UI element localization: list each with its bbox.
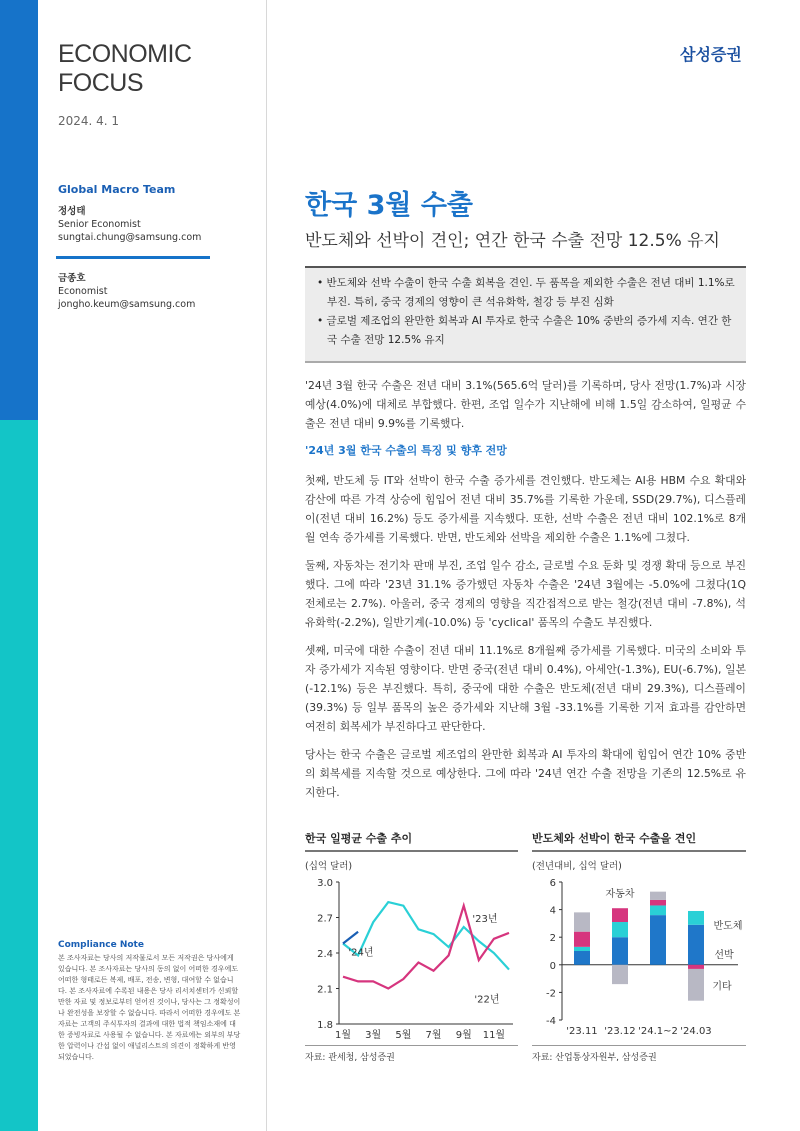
bar-segment [574, 932, 590, 947]
line-chart [305, 874, 518, 1044]
sidebar [0, 0, 267, 1131]
bar-segment [612, 937, 628, 965]
bar-segment [688, 925, 704, 965]
sidebar-accent-blue [0, 0, 38, 420]
bar-segment [612, 922, 628, 937]
y-tick-label: 2.4 [317, 949, 333, 960]
series-line [343, 902, 509, 969]
series-label: 반도체 [713, 920, 743, 932]
bar-segment [612, 965, 628, 984]
sidebar-accent-teal [0, 420, 38, 1131]
body-paragraph: 당사는 한국 수출은 글로벌 제조업의 완만한 회복과 AI 투자의 확대에 힘입어 연간 10% 중반의 회복세를 지속할 것으로 예상한다. 그에 따라 '24년 연간 수출 전망을 기존의 12.5%로 유지한다. [305, 748, 746, 799]
x-tick-label: '24.03 [680, 1026, 712, 1037]
summary-point: • 반도체와 선박 수출이 한국 수출 회복을 견인. 두 품목을 제외한 수출은 전년 대비 1.1%로 부진. 특히, 중국 경제의 영향이 큰 석유화학, 철강 등 부진 심화 [317, 277, 735, 308]
x-tick-label: 11월 [482, 1030, 506, 1041]
brand-line-2: FOCUS [58, 69, 143, 97]
body-paragraph: 셋째, 미국에 대한 수출이 전년 대비 11.1%로 8개월째 증가세를 기록했다. 미국의 소비와 투자 증가세가 지속된 영향이다. 반면 중국(전년 대비 0.4%), 아세안(-1.3%), EU(-6.7%), 일본(-12.1%) 등은 부진했다. 특히, 중국에 대한 수출은 반도체(전년 대비 29.3%), 디스플레이(39.3%) 등 일부 품목의 높은 증가세와 지난해 3월 -33.1%를 기록한 기저 효과를 감안하면 여전히 회복세가 부진하다고 판단한다. [305, 644, 746, 733]
y-tick-label: 3.0 [317, 878, 333, 889]
chart-title: 한국 일평균 수출 추이 [305, 830, 518, 852]
series-label: 자동차 [605, 889, 635, 901]
series-line [343, 932, 358, 944]
y-tick-label: 6 [549, 878, 556, 889]
chart-source: 자료: 산업통상자원부, 삼성증권 [532, 1053, 657, 1063]
chart-title: 반도체와 선박이 한국 수출을 견인 [532, 830, 746, 852]
author-1 [58, 205, 201, 244]
brand-line-1: ECONOMIC [58, 40, 192, 68]
stacked-bar-chart [532, 874, 746, 1044]
y-tick-label: 2.7 [317, 913, 333, 925]
x-tick-label: 1월 [334, 1030, 352, 1041]
chart-export-contribution [532, 830, 746, 1063]
x-tick-label: '23.11 [566, 1026, 598, 1037]
chart-source: 자료: 관세청, 삼성증권 [305, 1053, 395, 1063]
series-label: 기타 [712, 981, 732, 993]
y-tick-label: -4 [546, 1016, 556, 1027]
source-rule [532, 1045, 746, 1046]
y-tick-label: 2.1 [317, 984, 333, 996]
x-tick-label: 3월 [365, 1030, 382, 1041]
bar-segment [688, 969, 704, 1001]
series-label: '22년 [474, 994, 500, 1006]
report-body [305, 376, 746, 811]
bar-segment [650, 892, 666, 900]
sidebar-border [266, 0, 267, 1131]
chart-daily-exports [305, 830, 518, 1063]
bar-segment [650, 915, 666, 965]
x-tick-label: '24.1~2 [638, 1026, 678, 1037]
y-tick-label: -2 [546, 988, 556, 1000]
x-tick-label: 7월 [425, 1030, 442, 1041]
summary-box [305, 266, 746, 363]
bar-segment [574, 912, 590, 931]
bar-segment [574, 951, 590, 965]
chart-unit: (십억 달러) [305, 861, 353, 872]
bar-segment [688, 965, 704, 969]
team-name: Global Macro Team [58, 183, 176, 196]
compliance-note [58, 940, 242, 1063]
y-tick-label: 4 [549, 905, 556, 917]
author-name: 정성태 [58, 206, 86, 217]
report-subtitle: 반도체와 선박이 견인; 연간 한국 수출 전망 12.5% 유지 [305, 231, 720, 251]
author-title: Economist [58, 286, 108, 297]
section-title: '24년 3월 한국 수출의 특징 및 향후 전망 [305, 444, 507, 457]
author-email[interactable]: sungtai.chung@samsung.com [58, 232, 202, 243]
company-logo: 삼성증권 [680, 45, 742, 64]
author-name: 금종호 [58, 273, 86, 284]
intro-paragraph: '24년 3월 한국 수출은 전년 대비 3.1%(565.6억 달러)를 기록하며, 당사 전망(1.7%)과 시장 예상(4.0%)에 대체로 부합했다. 한편, 조업 일수가 지난해에 비해 1.5일 감소하여, 일평균 수출은 전년 대비 9.9%를 기록했다. [305, 379, 746, 430]
series-label: '23년 [472, 914, 498, 926]
compliance-title: Compliance Note [58, 940, 144, 950]
x-tick-label: '23.12 [604, 1026, 636, 1037]
report-series-brand [58, 40, 192, 98]
bar-segment [574, 947, 590, 951]
author-2 [58, 272, 195, 311]
x-tick-label: 5월 [395, 1030, 412, 1041]
series-label: 선박 [714, 949, 734, 961]
x-tick-label: 9월 [455, 1030, 472, 1041]
bar-segment [688, 911, 704, 925]
bar-segment [612, 908, 628, 922]
series-label: '24년 [348, 947, 374, 959]
body-paragraph: 첫째, 반도체 등 IT와 선박이 한국 수출 증가세를 견인했다. 반도체는 AI용 HBM 수요 확대와 감산에 따른 가격 상승에 힘입어 전년 대비 35.7%를 기록한 가운데, SSD(29.7%), 디스플레이(전년 대비 16.2%) 등도 증가세를 지속했다. 또한, 선박 수출은 전년 대비 102.1%로 8개월 연속 증가세를 기록했다. 반면, 반도체와 선박을 제외한 수출은 1.1%에 그쳤다. [305, 474, 746, 544]
chart-unit: (전년대비, 십억 달러) [532, 861, 622, 872]
body-paragraph: 둘째, 자동차는 전기차 판매 부진, 조업 일수 감소, 글로벌 수요 둔화 및 경쟁 확대 등으로 부진했다. 그에 따라 '23년 31.1% 증가했던 자동차 수출은 '24년 3월에는 -5.0%에 그쳤다(1Q 전체로는 2.7%). 아울러, 중국 경제의 영향을 직간접적으로 받는 철강(전년 대비 -7.8%), 석유화학(-2.2%), 일반기계(-10.0%) 등 'cyclical' 품목의 수출도 부진했다. [305, 559, 746, 629]
report-date: 2024. 4. 1 [58, 114, 120, 128]
bar-segment [650, 905, 666, 915]
source-rule [305, 1045, 518, 1046]
author-email[interactable]: jongho.keum@samsung.com [58, 299, 196, 310]
summary-point: • 글로벌 제조업의 완만한 회복과 AI 투자로 한국 수출은 10% 중반의 증가세 지속. 연간 한국 수출 전망 12.5% 유지 [317, 315, 732, 346]
y-tick-label: 2 [549, 933, 556, 945]
author-title: Senior Economist [58, 219, 141, 230]
report-title: 한국 3월 수출 [305, 190, 473, 221]
compliance-text: 본 조사자료는 당사의 저작물로서 모든 저작권은 당사에게 있습니다. 본 조사자료는 당사의 동의 없이 어떠한 경우에도 어떠한 형태로든 복제, 배포, 전송, 변형, 대여할 수 없습니다. 본 조사자료에 수록된 내용은 당사 리서치센터가 신뢰할 만한 자료 및 정보로부터 얻어진 것이나, 당사는 그 정확성이나 완전성을 보장할 수 없습니다. 따라서 어떠한 경우에도 본 자료는 고객의 주식투자의 결과에 대한 법적 책임소재에 대한 증빙자료로 사용될 수 없습니다. 본 자료에는 외부의 부당한 압력이나 간섭 없이 애널리스트의 의견이 정확하게 반영되었습니다. [58, 954, 241, 1061]
y-tick-label: 1.8 [317, 1020, 333, 1031]
y-tick-label: 0 [549, 960, 556, 972]
bar-segment [650, 900, 666, 906]
author-divider [56, 256, 210, 259]
